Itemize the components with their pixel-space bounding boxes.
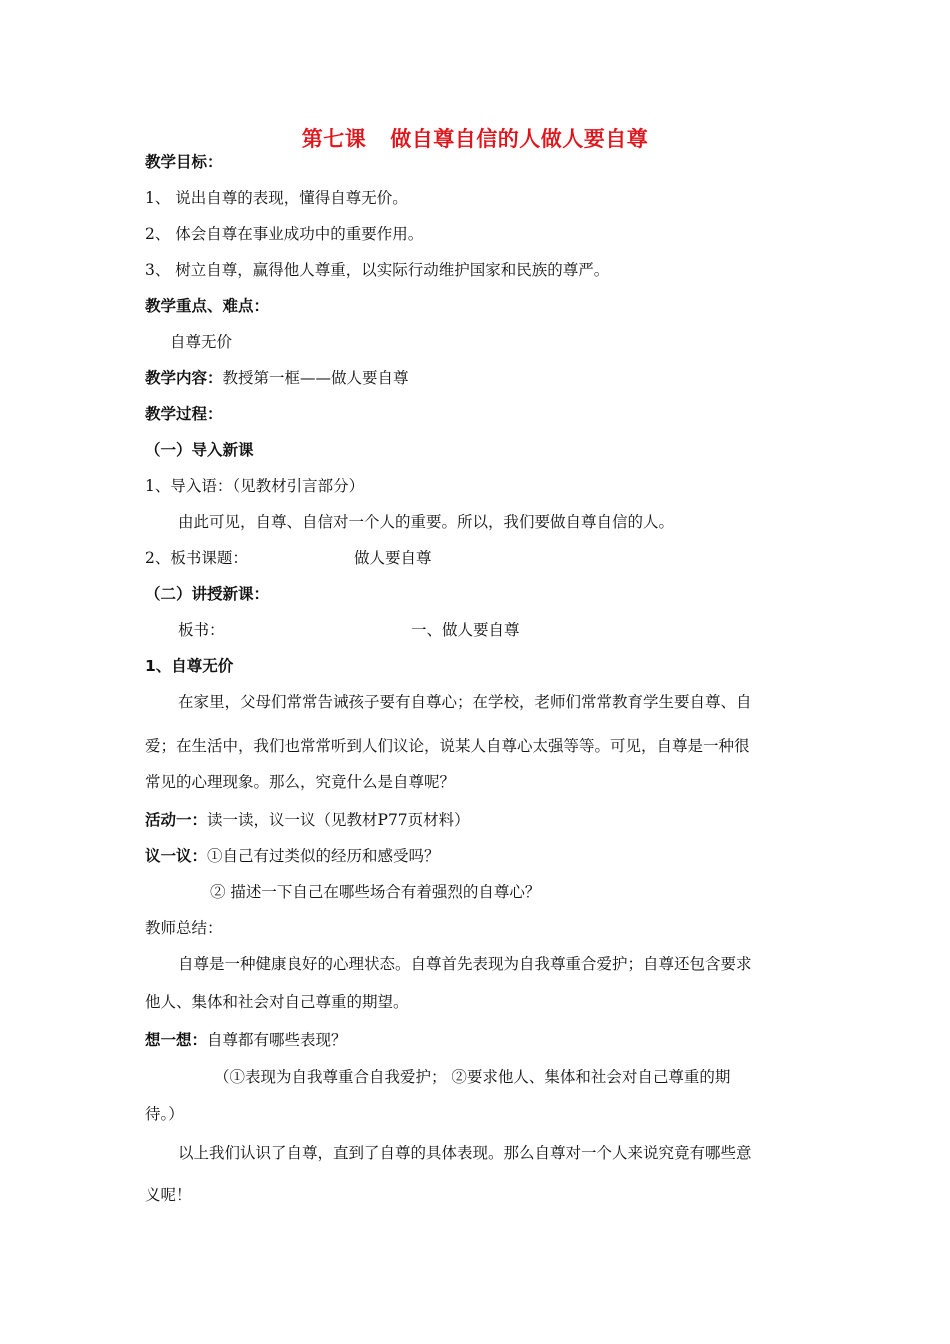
key-points-text: 自尊无价 — [170, 333, 233, 351]
summary-line: 他人、集体和社会对自己尊重的期望。 — [145, 993, 409, 1011]
title-lesson-number: 第七课 — [301, 127, 367, 151]
activity-label: 活动一： — [145, 811, 208, 829]
goal-item-3: 3、 树立自尊，赢得他人尊重，以实际行动维护国家和民族的尊严。 — [145, 261, 610, 279]
goals-heading: 教学目标： — [145, 153, 223, 171]
think-label: 想一想： — [145, 1031, 208, 1049]
discuss-question-2: ② 描述一下自己在哪些场合有着强烈的自尊心？ — [210, 883, 541, 901]
board-label: 板书： — [178, 621, 225, 639]
discuss-question-1: ①自己有过类似的经历和感受吗？ — [207, 847, 440, 865]
activity-line — [145, 810, 470, 830]
content-line — [145, 368, 409, 388]
content-heading: 教学内容： — [145, 369, 223, 387]
closing-line: 义呢！ — [145, 1186, 192, 1204]
section-heading: 1、自尊无价 — [145, 657, 234, 675]
closing-line: 以上我们认识了自尊，直到了自尊的具体表现。那么自尊对一个人来说究竟有哪些意 — [178, 1144, 752, 1162]
board-title-label: 2、板书课题： — [145, 549, 248, 567]
paragraph-line: 常见的心理现象。那么，究竟什么是自尊呢？ — [145, 773, 456, 791]
intro-line: 1、导入语：（见教材引言部分） — [145, 477, 365, 495]
goal-item-2: 2、 体会自尊在事业成功中的重要作用。 — [145, 225, 424, 243]
answer-line: （①表现为自我尊重合自我爱护； ②要求他人、集体和社会对自己尊重的期 — [214, 1068, 731, 1086]
think-line — [145, 1030, 347, 1050]
content-text: 教授第一框——做人要自尊 — [222, 369, 409, 387]
process-heading: 教学过程： — [145, 405, 223, 423]
teacher-summary-label: 教师总结： — [145, 919, 223, 937]
answer-line: 待。） — [145, 1105, 184, 1123]
paragraph-line: 在家里，父母们常常告诫孩子要有自尊心；在学校，老师们常常教育学生要自尊、自 — [178, 693, 752, 711]
key-points-heading: 教学重点、难点： — [145, 297, 270, 315]
part-two-heading: （二）讲授新课： — [145, 585, 270, 603]
part-one-heading: （一）导入新课 — [145, 441, 254, 459]
think-text: 自尊都有哪些表现？ — [207, 1031, 347, 1049]
board-title-text: 做人要自尊 — [354, 549, 432, 567]
lesson-title — [0, 123, 950, 153]
goal-item-1: 1、 说出自尊的表现，懂得自尊无价。 — [145, 189, 408, 207]
discuss-line — [145, 846, 440, 866]
activity-text: 读一读，议一议（见教材P77页材料） — [207, 811, 470, 829]
board-text: 一、做人要自尊 — [411, 621, 520, 639]
intro-paragraph: 由此可见，自尊、自信对一个人的重要。所以，我们要做自尊自信的人。 — [178, 513, 675, 531]
title-text: 做自尊自信的人做人要自尊 — [390, 127, 649, 151]
paragraph-line: 爱；在生活中，我们也常常听到人们议论，说某人自尊心太强等等。可见，自尊是一种很 — [145, 737, 750, 755]
discuss-label: 议一议： — [145, 847, 208, 865]
summary-line: 自尊是一种健康良好的心理状态。自尊首先表现为自我尊重合爱护；自尊还包含要求 — [178, 955, 752, 973]
